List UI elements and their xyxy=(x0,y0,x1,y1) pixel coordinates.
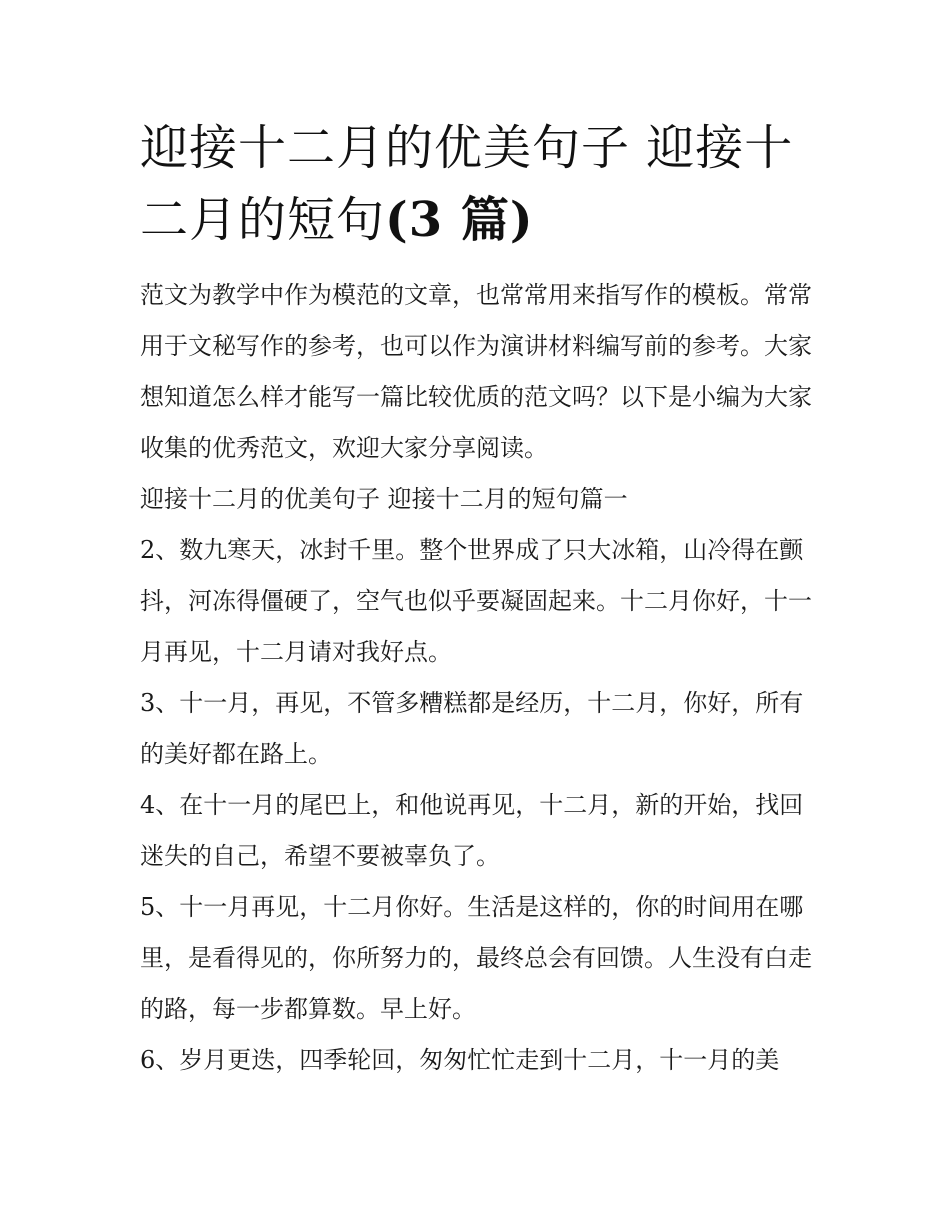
title-line-2: 二月的短句 xyxy=(140,192,386,248)
title-line-1: 迎接十二月的优美句子 迎接十 xyxy=(140,120,794,176)
list-item: 3、十一月，再见，不管多糟糕都是经历，十二月，你好，所有的美好都在路上。 xyxy=(140,689,804,768)
intro-paragraph: 范文为教学中作为模范的文章，也常常用来指写作的模板。常常用于文秘写作的参考，也可以作为演讲材料编写前的参考。大家想知道怎么样才能写一篇比较优质的范文吗？以下是小编为大家收集的优秀范文，欢迎大家分享阅读。 xyxy=(140,281,812,462)
list-item: 4、在十一月的尾巴上，和他说再见，十二月，新的开始，找回迷失的自己，希望不要被辜负了。 xyxy=(140,791,804,870)
list-item: 2、数九寒天，冰封千里。整个世界成了只大冰箱，山冷得在颤抖，河冻得僵硬了，空气也似乎要凝固起来。十二月你好，十一月再见，十二月请对我好点。 xyxy=(140,536,812,666)
document-title xyxy=(140,112,812,256)
document-page xyxy=(140,112,812,1086)
title-count: (3 篇) xyxy=(385,192,534,248)
list-item: 5、十一月再见，十二月你好。生活是这样的，你的时间用在哪里，是看得见的，你所努力的，最终总会有回馈。人生没有白走的路，每一步都算数。早上好。 xyxy=(140,893,812,1023)
section-heading: 迎接十二月的优美句子 迎接十二月的短句篇一 xyxy=(140,485,628,513)
document-body xyxy=(140,270,812,1086)
list-item: 6、岁月更迭，四季轮回，匆匆忙忙走到十二月，十一月的美 xyxy=(140,1046,780,1074)
